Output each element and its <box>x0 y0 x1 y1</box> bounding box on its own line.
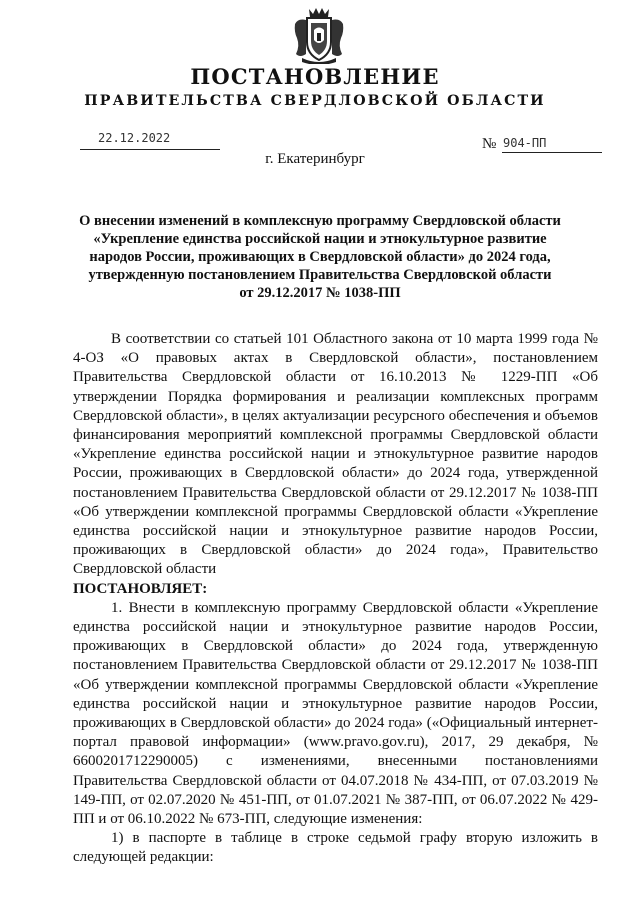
title-line: народов России, проживающих в Свердловской области» до 2024 года, <box>89 249 551 265</box>
preamble-paragraph: В соответствии со статьей 101 Областного закона от 10 марта 1999 года № 4-ОЗ «О правовых актах в Свердловской области», постановлением Правительства Свердловской области от 16.10.2013 № 1229-ПП «Об утверждении Порядка формирования и реализации комплексных программ Свердловской области», в целях актуализации ресурсного обеспечения и объемов финансирования мероприятий комплексной программы Свердловской области «Укрепление единства российской нации и этнокультурное развитие народов России, проживающих в Свердловской области» до 2024 года, утвержденной постановлением Правительства Свердловской области от 29.12.2017 № 1038-ПП «Об утверждении комплексной программы Свердловской области «Укрепление единства российской нации и этнокультурное развитие народов России, проживающих в Свердловской области» до 2024 года», Правительство Свердловской области <box>73 331 598 578</box>
title-line: утвержденную постановлением Правительства Свердловской области <box>88 267 552 283</box>
document-type-heading: ПОСТАНОВЛЕНИЕ <box>190 64 440 89</box>
city: г. Екатеринбург <box>265 151 365 167</box>
issuing-authority: ПРАВИТЕЛЬСТВА СВЕРДЛОВСКОЙ ОБЛАСТИ <box>84 93 546 109</box>
document-title <box>70 212 570 302</box>
item-1-1-paragraph: 1) в паспорте в таблице в строке седьмой графу вторую изложить в следующей редакции: <box>73 830 598 866</box>
item-1-paragraph: 1. Внести в комплексную программу Свердловской области «Укрепление единства российской нации и этнокультурное развитие народов России, проживающих в Свердловской области» до 2024 года, утвержденную постановлением Правительства Свердловской области от 29.12.2017 № 1038-ПП «Об утверждении комплексной программы Свердловской области «Укрепление единства российской нации и этнокультурное развитие народов России, проживающих в Свердловской области» до 2024 года» («Официальный интернет-портал правовой информации» (www.pravo.gov.ru), 2017, 29 декабря, № 6600201712290005) с изменениями, внесенными постановлениями Правительства Свердловской области от 04.07.2018 № 434-ПП, от 07.03.2019 № 149-ПП, от 02.07.2020 № 451-ПП, от 01.07.2021 № 387-ПП, от 06.07.2022 № 429-ПП и от 06.10.2022 № 673-ПП, следующие изменения: <box>73 599 598 828</box>
resolves-heading: ПОСТАНОВЛЯЕТ: <box>73 580 208 597</box>
document-date: 22.12.2022 <box>98 131 171 145</box>
title-line: О внесении изменений в комплексную программу Свердловской области <box>79 213 561 229</box>
coat-of-arms-icon <box>292 6 346 64</box>
title-line: «Укрепление единства российской нации и этнокультурное развитие <box>93 231 547 247</box>
document-number: 904-ПП <box>503 136 547 150</box>
date-underline <box>80 149 220 150</box>
title-line: от 29.12.2017 № 1038-ПП <box>239 285 401 301</box>
number-sign: № <box>482 136 497 152</box>
document-body <box>73 330 598 868</box>
